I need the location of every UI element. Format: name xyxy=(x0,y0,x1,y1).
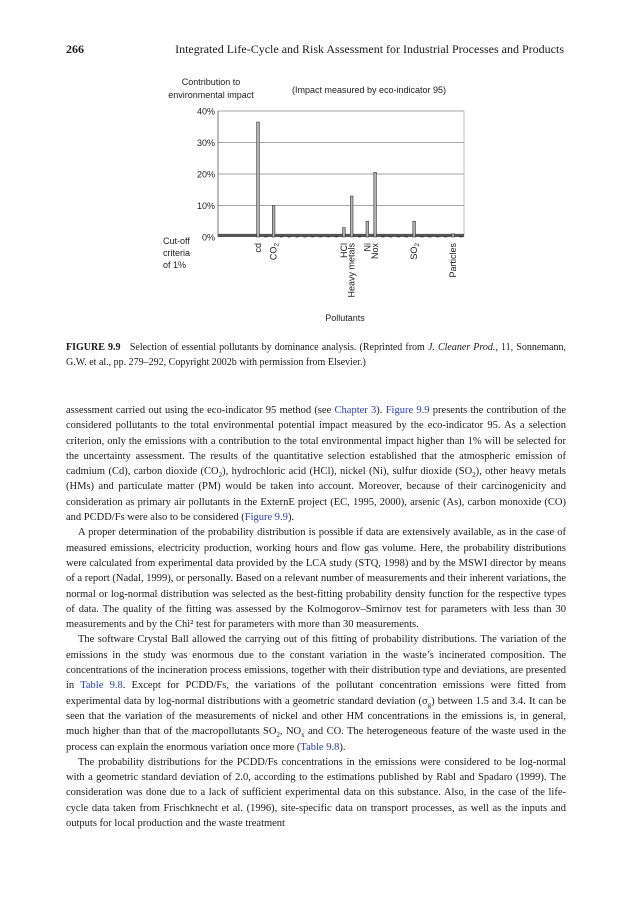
y-tick-label: 0% xyxy=(201,232,215,243)
bar xyxy=(327,236,330,237)
bar xyxy=(382,236,385,237)
running-title: Integrated Life-Cycle and Risk Assessment for Industrial Processes and Products xyxy=(175,42,564,56)
p1-sub-1: 2 xyxy=(218,471,223,480)
bar xyxy=(405,236,408,237)
y-tick-label: 20% xyxy=(196,169,215,180)
link-table-9-8[interactable]: Table 9.8 xyxy=(80,680,123,692)
link-chapter-3[interactable]: Chapter 3 xyxy=(334,405,377,416)
chart-note: (Impact measured by eco-indicator 95) xyxy=(291,85,447,95)
body-text xyxy=(66,403,566,831)
y-axis-label-line2: environmental impact xyxy=(168,90,254,100)
figure-label: FIGURE 9.9 xyxy=(66,342,121,353)
bar xyxy=(421,236,424,237)
x-tick-label: $SO_2$ xyxy=(409,243,422,260)
p1-text-1: assessment carried out using the eco-indicator 95 method (see xyxy=(66,405,335,416)
cutoff-label-line1: Cut-off xyxy=(163,236,190,246)
cutoff-label-line2: criteria xyxy=(163,248,191,258)
p3-sub-3: x xyxy=(301,731,305,740)
p3-text-2: . Except for PCDD/Fs, the variations of the pollutant concentration emissions were fitted from experimental data by log-normal distributions with a geometric standard deviation (σ xyxy=(66,680,566,707)
x-tick-label: HCl xyxy=(338,243,349,258)
p3-text-6: ). xyxy=(339,741,346,753)
p3-text-3: ) between 1.5 and 3.4. It can be seen that the variation of the measurements of nickel and other HM concentrations in the emissions is, in general, much higher than that of the macropollutants SO xyxy=(66,695,566,738)
paragraph-1 xyxy=(66,403,566,525)
bar xyxy=(460,236,463,237)
x-tick-label: cd xyxy=(253,243,263,253)
link-figure-9-9-b[interactable]: Figure 9.9 xyxy=(244,512,288,524)
bar xyxy=(358,236,361,237)
bar xyxy=(452,234,455,237)
x-tick-label: Particles xyxy=(448,243,459,278)
bar xyxy=(319,236,322,237)
paragraph-4: The probability distributions for the PCDD/Fs concentrations in the emissions were considered to be log-normal with a geometric standard deviation of 2.0, according to the estimations published by Rabl and Spadaro (1999). The consideration was done due to a lack of sufficient experimental data on this substance. Also, in the case of the life-cycle data taken from Frischknecht et al. (1996), site-specific data on transport processes, as well as the inputs and outputs for local production and the waste treatment xyxy=(66,756,566,830)
bar xyxy=(288,236,291,237)
bar xyxy=(311,236,314,237)
bar xyxy=(335,236,338,237)
x-axis-label: Pollutants xyxy=(325,313,365,323)
x-tick-label: $CO_2$ xyxy=(268,243,281,261)
paragraph-2: A proper determination of the probability distribution is possible if data are extensively available, as in the case of measured emissions, electricity production, working hours and flow gas volume. Here, the probability distributions were calculated from experimental data provided by the LCA study (STQ, 1998) and by the MSWI director by means of a report (Nadal, 1999), or personally. Based on a relevant number of measurements and their inherent variations, the normal or log-normal distribution was selected as the best-fitting probability density function for the respective types of data. The quality of the fitting was assessed by the Kolmogorov–Smirnov test for parameters with less than 30 measurements and by the Chi² test for parameters with more than 30 measurements. xyxy=(66,527,566,631)
bar xyxy=(413,221,416,237)
figure-chart xyxy=(0,0,629,340)
p1-text-2: ). xyxy=(376,405,386,416)
cutoff-band xyxy=(218,234,464,237)
p1-text-3: presents the contribution of the considered pollutants to the total environmental potential impact measured by the eco-indicator 95. As a selection criterion, only the emissions with a contribution to the total environmental impact higher than 1% will be selected for the uncertainty assessment. The results of the quantitative selection established that the atmospheric emission of cadmium (Cd), carbon dioxide (CO xyxy=(66,405,567,478)
cutoff-label-line3: of 1% xyxy=(163,260,187,270)
bar xyxy=(296,236,299,237)
bar xyxy=(272,206,275,238)
y-tick-label: 30% xyxy=(196,138,215,148)
bar xyxy=(366,221,369,237)
p1-text-4: ), hydrochloric acid (HCl), nickel (Ni), sulfur dioxide (SO xyxy=(222,466,473,478)
bar xyxy=(374,172,377,237)
page-number: 266 xyxy=(66,42,84,56)
y-tick-label: 40% xyxy=(196,106,215,117)
p1-text-5: ), other heavy metals (HMs) and particulate matter (PM) would be taken into account. Moreover, because of their carcinogenicity and consideration as primary air pollutants in the ExternE project (EC, 1995, 2000), arsenic (As), carbon monoxide (CO) and PCDD/Fs were also to be considered ( xyxy=(66,466,566,524)
bar xyxy=(444,236,447,237)
bar xyxy=(343,228,346,237)
bar xyxy=(389,236,392,237)
paragraph-3 xyxy=(66,632,566,754)
link-figure-9-9[interactable]: Figure 9.9 xyxy=(385,405,430,416)
p1-sub-2: 2 xyxy=(472,471,476,480)
bar xyxy=(257,122,260,237)
link-table-9-8-b[interactable]: Table 9.8 xyxy=(300,741,340,753)
y-tick-label: 10% xyxy=(196,201,215,211)
figure-caption xyxy=(66,341,566,370)
y-axis-label-line1: Contribution to xyxy=(181,77,241,87)
x-tick-label: Heavy metals xyxy=(346,243,357,298)
bar xyxy=(436,236,439,237)
caption-text-before: Selection of essential pollutants by dominance analysis. (Reprinted from xyxy=(129,342,428,353)
x-tick-label: Nox xyxy=(370,243,381,260)
caption-text-after: , 11, Sonnemann, G.W. et al., pp. 279–292, Copyright 2002b with permission from Elsevier.) xyxy=(66,342,566,368)
bar xyxy=(280,236,283,237)
p3-text-1: The software Crystal Ball allowed the carrying out of this fitting of probability distributions. The variation of the emissions in the study was enormous due to the constant variation in the waste’s incinerated composition. The concentrations of the incineration process emissions, together with their distribution type and deviations, are presented in xyxy=(66,634,566,692)
p1-text-6: ). xyxy=(287,512,295,524)
bar xyxy=(428,236,431,237)
bar xyxy=(304,236,307,237)
bar xyxy=(397,236,400,237)
caption-journal: J. Cleaner Prod. xyxy=(427,342,496,353)
p3-text-4: , NO xyxy=(279,726,302,738)
p3-sub-2: 2 xyxy=(276,731,280,740)
x-tick-label: Ni xyxy=(362,243,373,252)
bar xyxy=(350,196,353,237)
p3-sub-1: g xyxy=(427,700,432,709)
p3-text-5: and CO. The heterogeneous feature of the waste used in the process can explain the enormous variation once more ( xyxy=(66,726,567,753)
bar xyxy=(265,236,268,237)
